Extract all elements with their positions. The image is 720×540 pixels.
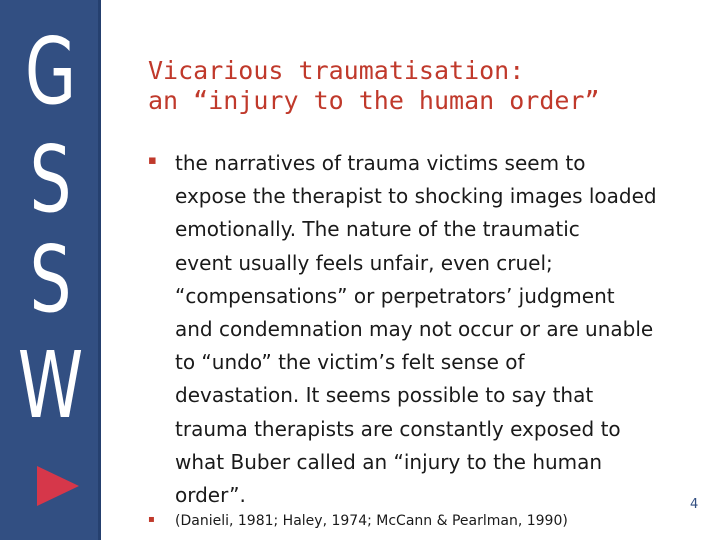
paragraph-line: “compensations” or perpetrators’ judgment — [175, 283, 615, 308]
logo-letter-s-2: S — [29, 226, 72, 333]
logo-letter-w: W — [17, 332, 84, 439]
play-triangle-icon — [37, 466, 79, 506]
paragraph-line: the narratives of trauma victims seem to — [175, 151, 586, 175]
logo-letter-g: G — [24, 18, 77, 125]
paragraph-line: and condemnation may not occur or are unable — [175, 317, 654, 342]
logo-letter-s-1: S — [29, 126, 72, 233]
bullet-paragraph — [175, 147, 705, 512]
citation-text: (Danieli, 1981; Haley, 1974; McCann & Pearlman, 1990) — [175, 513, 568, 529]
slide-title — [148, 56, 688, 116]
logo-sidebar — [0, 0, 101, 540]
paragraph-line: to “undo” the victim’s felt sense of — [175, 350, 525, 375]
title-line-1: Vicarious traumatisation: — [148, 56, 525, 85]
paragraph-line: event usually feels unfair, even cruel; — [175, 250, 553, 275]
title-line-2: an “injury to the human order” — [148, 86, 600, 115]
paragraph-line: expose the therapist to shocking images loaded — [175, 184, 657, 209]
page-number: 4 — [690, 497, 699, 512]
paragraph-line: trauma therapists are constantly exposed to — [175, 416, 621, 441]
sidebar-edge — [98, 0, 101, 540]
paragraph-line: what Buber called an “injury to the human — [175, 449, 603, 474]
paragraph-line: devastation. It seems possible to say that — [175, 383, 594, 408]
bullet-icon: ▪ — [148, 514, 155, 525]
paragraph-line: emotionally. The nature of the traumatic — [175, 217, 580, 242]
bullet-icon: ▪ — [148, 153, 157, 168]
paragraph-line: order”. — [175, 483, 246, 508]
